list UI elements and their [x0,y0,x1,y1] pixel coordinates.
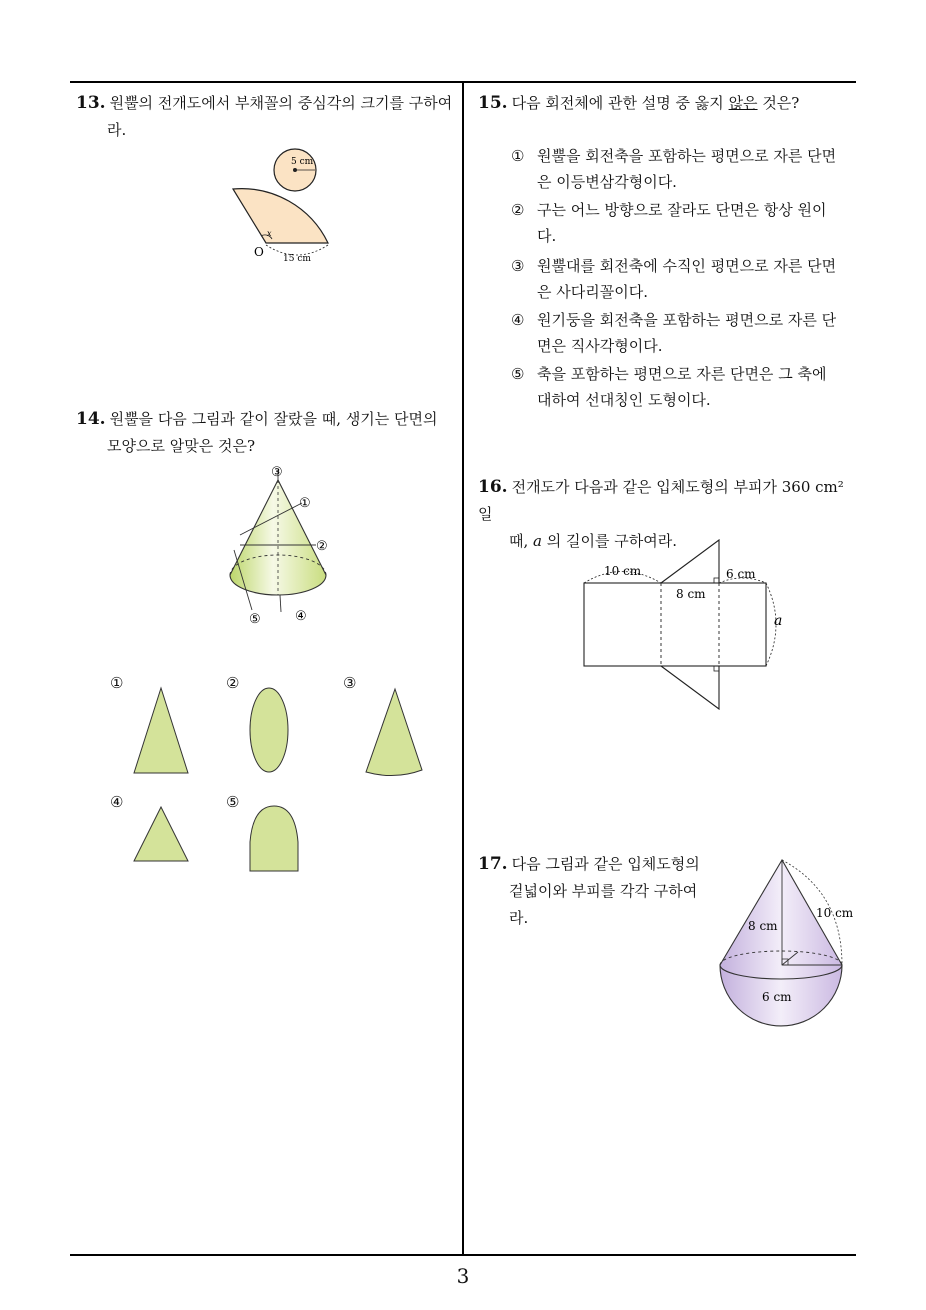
option-1-shape[interactable] [130,686,192,776]
radius-label: 5 cm [291,157,314,167]
cut-label-4: ④ [295,609,307,624]
net-rectangle [584,583,766,666]
choice-3[interactable] [511,253,845,305]
page-number: 3 [456,1264,470,1288]
choice-2[interactable] [511,197,845,249]
parabola-shape [250,806,298,871]
question-text-cont: 모양으로 알맞은 것은? [107,437,255,455]
question-text: 전개도가 다음과 같은 입체도형의 부피가 360 cm² 일 [478,478,844,523]
bottom-rule [70,1254,856,1256]
top-triangle [661,540,719,583]
choice-text: 구는 어느 방향으로 잘라도 단면은 항상 원이다. [537,201,827,245]
right-angle-mark [714,578,719,583]
question-13 [76,90,460,144]
cut-label-2: ② [316,539,328,554]
question-text-cont: 라. [509,909,529,927]
cone-hemisphere-figure [712,852,860,1032]
bottom-triangle [661,666,719,709]
label-6cm: 6 cm [762,990,792,1004]
question-text-rest: 의 길이를 구하여라. [541,532,677,550]
question-text: 원뿔을 다음 그림과 같이 잘랐을 때, 생기는 단면의 [109,410,438,428]
choice-text: 원기둥을 회전축을 포함하는 평면으로 자른 단면은 직사각형이다. [537,311,837,355]
option-label-5: ⑤ [226,793,240,811]
choice-mark: ④ [511,311,525,329]
small-triangle-shape [134,807,188,861]
choice-5[interactable] [511,361,845,413]
question-text-cont: 겉넓이와 부피를 각각 구하여 [509,882,698,900]
choice-mark: ② [511,201,525,219]
ellipse-shape [250,688,288,772]
sector-shape [233,189,328,243]
angle-label: x [267,229,272,238]
label-8cm: 8 cm [676,587,706,601]
option-5-shape[interactable] [246,802,302,874]
option-4-shape[interactable] [130,804,192,864]
label-10cm: 10 cm [604,564,642,578]
cone-cuts-figure [220,462,340,632]
choice-text: 원뿔을 회전축을 포함하는 평면으로 자른 단면은 이등변삼각형이다. [537,147,837,191]
question-text-prefix: 때, [509,532,534,550]
choice-text: 원뿔대를 회전축에 수직인 평면으로 자른 단면은 사다리꼴이다. [537,257,837,301]
question-number: 14. [76,409,106,429]
cut-label-3: ③ [271,465,283,480]
choice-mark: ① [511,147,525,165]
vertex-label: O [254,245,264,259]
label-10cm: 10 cm [816,906,854,920]
option-label-4: ④ [110,793,124,811]
cone-side-shape [366,689,422,776]
option-2-shape[interactable] [246,686,292,776]
label-6cm: 6 cm [726,567,756,581]
question-number: 16. [478,477,508,497]
column-divider [462,82,464,1255]
question-17 [478,851,708,932]
option-label-1: ① [110,674,124,692]
question-text-a: 다음 회전체에 관한 설명 중 옳지 [511,94,729,112]
option-3-shape[interactable] [362,686,426,782]
right-angle-mark-2 [714,666,719,671]
prism-net-figure [574,530,794,720]
option-label-3: ③ [343,674,357,692]
question-text: 다음 그림과 같은 입체도형의 [511,855,700,873]
choice-mark: ③ [511,257,525,275]
choice-mark: ⑤ [511,365,525,383]
choice-1[interactable] [511,143,845,195]
cut-4-tail [280,595,281,612]
cut-label-1: ① [299,496,311,511]
question-text: 원뿔의 전개도에서 부채꼴의 중심각의 크기를 구하여 [109,94,453,112]
label-8cm: 8 cm [748,919,778,933]
question-number: 13. [76,93,106,113]
label-a: a [774,613,783,629]
question-15 [478,90,853,117]
cone-net-figure [225,140,355,270]
choice-4[interactable] [511,307,845,359]
option-label-2: ② [226,674,240,692]
question-number: 15. [478,93,508,113]
triangle-shape [134,688,188,773]
slant-label: 15 cm [283,254,311,264]
question-number: 17. [478,854,508,874]
question-14 [76,406,460,460]
question-text-underlined: 않은 [728,94,758,112]
question-text-b: 것은? [757,94,800,112]
q15-choices [511,143,845,415]
cut-label-5: ⑤ [249,612,261,627]
choice-text: 축을 포함하는 평면으로 자른 단면은 그 축에 대하여 선대칭인 도형이다. [537,365,827,409]
question-text-cont: 라. [107,121,127,139]
variable-a: a [533,532,542,550]
